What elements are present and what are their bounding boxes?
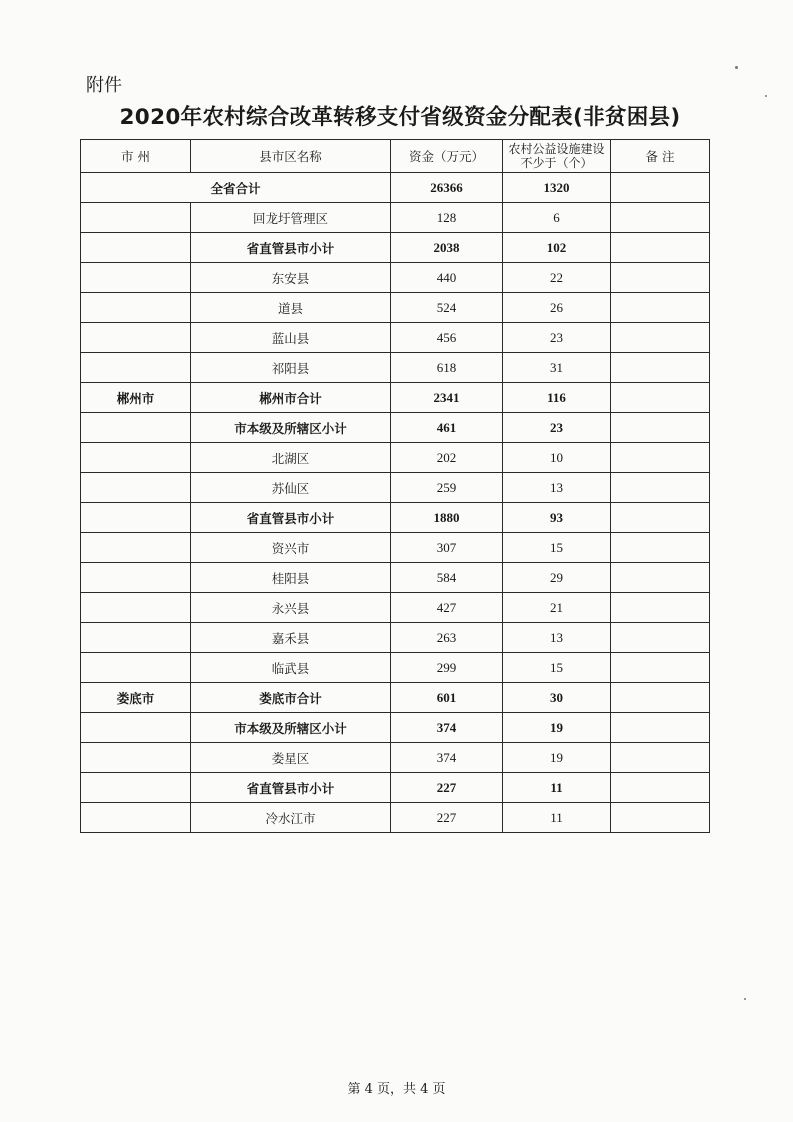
attachment-label: 附件: [86, 75, 122, 96]
cell-funds: 307: [391, 533, 503, 563]
cell-facilities: 23: [503, 323, 611, 353]
cell-funds: 461: [391, 413, 503, 443]
cell-remarks: [611, 323, 710, 353]
table-row: [81, 803, 710, 833]
table-header-row: [81, 140, 710, 173]
table-row: [81, 173, 710, 203]
cell-city: [81, 233, 191, 263]
cell-county: 郴州市合计: [191, 383, 391, 413]
cell-facilities: 22: [503, 263, 611, 293]
cell-funds: 601: [391, 683, 503, 713]
cell-facilities: 93: [503, 503, 611, 533]
cell-remarks: [611, 263, 710, 293]
cell-remarks: [611, 233, 710, 263]
cell-county: 省直管县市小计: [191, 503, 391, 533]
cell-city: [81, 713, 191, 743]
cell-facilities: 15: [503, 533, 611, 563]
cell-remarks: [611, 473, 710, 503]
cell-county: 永兴县: [191, 593, 391, 623]
cell-city: [81, 743, 191, 773]
cell-county: 娄底市合计: [191, 683, 391, 713]
page-footer: 第 4 页，共 4 页: [347, 1082, 446, 1097]
cell-city: [81, 653, 191, 683]
cell-remarks: [611, 503, 710, 533]
cell-county: 临武县: [191, 653, 391, 683]
cell-funds: 259: [391, 473, 503, 503]
table-row: [81, 293, 710, 323]
scan-speck: [765, 95, 767, 97]
scan-speck: [735, 66, 738, 69]
cell-county: 全省合计: [81, 173, 391, 203]
cell-remarks: [611, 743, 710, 773]
table-row: [81, 773, 710, 803]
cell-county: 回龙圩管理区: [191, 203, 391, 233]
table-row: [81, 593, 710, 623]
cell-funds: 456: [391, 323, 503, 353]
cell-county: 娄星区: [191, 743, 391, 773]
cell-county: 嘉禾县: [191, 623, 391, 653]
cell-city: [81, 803, 191, 833]
cell-funds: 299: [391, 653, 503, 683]
cell-facilities: 13: [503, 623, 611, 653]
cell-funds: 26366: [391, 173, 503, 203]
scan-speck: [744, 998, 746, 1000]
cell-funds: 1880: [391, 503, 503, 533]
table-row: [81, 383, 710, 413]
cell-county: 市本级及所辖区小计: [191, 713, 391, 743]
cell-funds: 202: [391, 443, 503, 473]
cell-funds: 427: [391, 593, 503, 623]
cell-county: 祁阳县: [191, 353, 391, 383]
header-remarks: 备 注: [611, 140, 710, 173]
cell-city: [81, 353, 191, 383]
header-county: 县市区名称: [191, 140, 391, 173]
cell-facilities: 19: [503, 713, 611, 743]
cell-facilities: 23: [503, 413, 611, 443]
cell-city: [81, 773, 191, 803]
cell-city: [81, 473, 191, 503]
cell-city: [81, 323, 191, 353]
cell-facilities: 26: [503, 293, 611, 323]
table-row: [81, 263, 710, 293]
table-row: [81, 743, 710, 773]
cell-funds: 374: [391, 713, 503, 743]
cell-funds: 227: [391, 773, 503, 803]
cell-county: 蓝山县: [191, 323, 391, 353]
cell-remarks: [611, 383, 710, 413]
cell-city: [81, 623, 191, 653]
cell-county: 桂阳县: [191, 563, 391, 593]
cell-funds: 2341: [391, 383, 503, 413]
cell-county: 东安县: [191, 263, 391, 293]
cell-facilities: 31: [503, 353, 611, 383]
cell-funds: 263: [391, 623, 503, 653]
cell-funds: 128: [391, 203, 503, 233]
cell-facilities: 15: [503, 653, 611, 683]
cell-funds: 440: [391, 263, 503, 293]
cell-remarks: [611, 683, 710, 713]
table-row: [81, 563, 710, 593]
table-row: [81, 473, 710, 503]
cell-remarks: [611, 563, 710, 593]
cell-remarks: [611, 713, 710, 743]
cell-county: 冷水江市: [191, 803, 391, 833]
cell-county: 省直管县市小计: [191, 773, 391, 803]
cell-facilities: 29: [503, 563, 611, 593]
cell-county: 省直管县市小计: [191, 233, 391, 263]
allocation-table: [80, 139, 710, 833]
cell-city: [81, 413, 191, 443]
table-row: [81, 413, 710, 443]
cell-remarks: [611, 653, 710, 683]
cell-city: 郴州市: [81, 383, 191, 413]
table-row: [81, 653, 710, 683]
cell-remarks: [611, 413, 710, 443]
cell-city: [81, 443, 191, 473]
cell-remarks: [611, 443, 710, 473]
cell-funds: 618: [391, 353, 503, 383]
cell-county: 苏仙区: [191, 473, 391, 503]
table-body: [81, 173, 710, 833]
header-city: 市 州: [81, 140, 191, 173]
cell-facilities: 11: [503, 773, 611, 803]
cell-funds: 227: [391, 803, 503, 833]
cell-city: [81, 533, 191, 563]
table-row: [81, 323, 710, 353]
cell-city: [81, 503, 191, 533]
table-row: [81, 443, 710, 473]
table-row: [81, 353, 710, 383]
cell-funds: 2038: [391, 233, 503, 263]
cell-funds: 584: [391, 563, 503, 593]
cell-facilities: 21: [503, 593, 611, 623]
cell-remarks: [611, 293, 710, 323]
cell-county: 市本级及所辖区小计: [191, 413, 391, 443]
cell-facilities: 30: [503, 683, 611, 713]
cell-facilities: 10: [503, 443, 611, 473]
cell-county: 北湖区: [191, 443, 391, 473]
cell-city: [81, 593, 191, 623]
cell-remarks: [611, 773, 710, 803]
table-row: [81, 203, 710, 233]
cell-funds: 374: [391, 743, 503, 773]
table-row: [81, 683, 710, 713]
cell-remarks: [611, 353, 710, 383]
table-row: [81, 713, 710, 743]
cell-remarks: [611, 203, 710, 233]
cell-facilities: 102: [503, 233, 611, 263]
cell-facilities: 19: [503, 743, 611, 773]
cell-remarks: [611, 803, 710, 833]
cell-remarks: [611, 173, 710, 203]
cell-remarks: [611, 623, 710, 653]
table-row: [81, 233, 710, 263]
cell-city: [81, 563, 191, 593]
cell-facilities: 11: [503, 803, 611, 833]
cell-county: 资兴市: [191, 533, 391, 563]
cell-facilities: 116: [503, 383, 611, 413]
cell-city: 娄底市: [81, 683, 191, 713]
cell-facilities: 1320: [503, 173, 611, 203]
cell-facilities: 13: [503, 473, 611, 503]
table-row: [81, 503, 710, 533]
cell-city: [81, 293, 191, 323]
cell-remarks: [611, 533, 710, 563]
header-facilities: 农村公益设施建设不少于（个）: [503, 140, 611, 173]
cell-city: [81, 263, 191, 293]
header-funds: 资金（万元）: [391, 140, 503, 173]
cell-funds: 524: [391, 293, 503, 323]
cell-city: [81, 203, 191, 233]
page-title: 2020年农村综合改革转移支付省级资金分配表(非贫困县): [119, 105, 681, 130]
cell-county: 道县: [191, 293, 391, 323]
cell-remarks: [611, 593, 710, 623]
table-row: [81, 623, 710, 653]
cell-facilities: 6: [503, 203, 611, 233]
table-row: [81, 533, 710, 563]
